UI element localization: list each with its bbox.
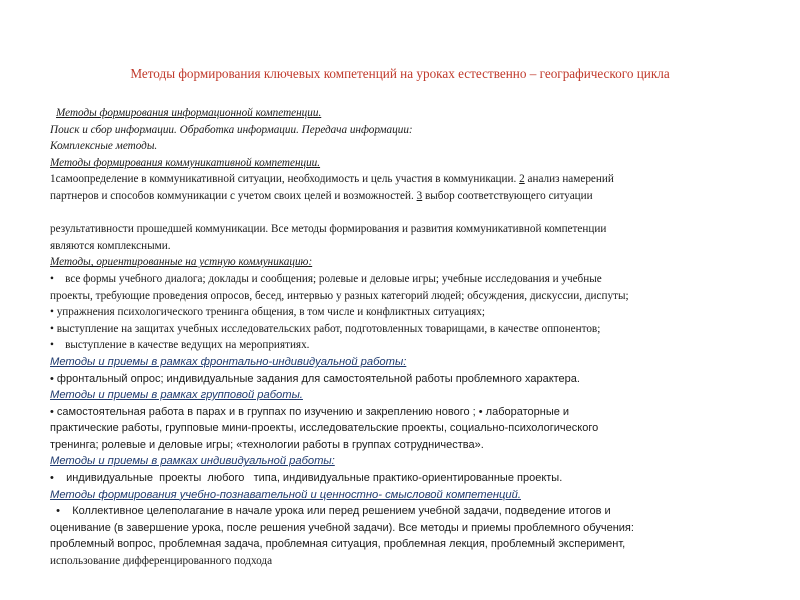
heading-oral-communication: Методы, ориентированные на устную коммуникацию: [50,256,313,269]
list-item: • все формы учебного диалога; доклады и сообщения; ролевые и деловые игры; учебные исследования и учебные [50,272,602,285]
list-item: • самостоятельная работа в парах и в группах по изучению и закреплению нового ; • лабораторные и [50,405,570,418]
list-item: • выступление в качестве ведущих на мероприятиях. [50,339,310,352]
heading-individual-work: Методы и приемы в рамках индивидуальной работы: [50,455,335,468]
text-line [50,171,762,188]
text-line: практические работы, групповые мини-проекты, исследовательские проекты, социально-психологического [50,422,599,435]
text-line: использование дифференцированного подхода [50,555,273,568]
text-line: Поиск и сбор информации. Обработка информации. Передача информации: [50,123,413,136]
list-item: • индивидуальные проекты любого типа, индивидуальные практико-ориентированные проекты. [50,472,563,485]
text-line: Комплексные методы. [50,140,158,153]
text-line [50,188,762,205]
list-item: • выступление на защитах учебных исследовательских работ, подготовленных товарищами, в качестве оппонентов; [50,322,601,335]
heading-information-competence: Методы формирования информационной компетенции. [56,107,322,119]
step-number: 3 [416,189,423,202]
heading-frontal-individual: Методы и приемы в рамках фронтально-индивидуальной работы: [50,355,407,368]
text-segment: анализ намерений [524,173,614,186]
document-body [50,105,762,570]
page-title: Методы формирования ключевых компетенций на уроках естественно – географического цикла [130,66,670,81]
list-item: • фронтальный опрос; индивидуальные задания для самостоятельной работы проблемного характера. [50,372,580,385]
step-number: 2 [519,173,525,186]
text-line: оценивание (в завершение урока, после решения учебной задачи). Все методы и приемы проблемного обучения: [50,521,634,534]
text-segment: выбор соответствующего ситуации [422,189,593,202]
text-line: проекты, требующие проведения опросов, бесед, интервью у разных категорий людей; обсуждения, дискуссии, диспуты; [50,289,629,302]
text-segment: 1самоопределение в коммуникативной ситуации, необходимость и цель участия в коммуникации. [50,173,520,186]
heading-group-work: Методы и приемы в рамках групповой работы. [50,389,303,402]
list-item: • упражнения психологического тренинга общения, в том числе и конфликтных ситуациях; [50,306,486,319]
heading-cognitive-value-competence: Методы формирования учебно-познавательной и ценностно- смысловой компетенций. [50,488,521,501]
list-item: • Коллективное целеполагание в начале урока или перед решением учебной задачи, подведение итогов и [50,505,611,518]
text-line: проблемный вопрос, проблемная задача, проблемная ситуация, проблемная лекция, проблемный эксперимент, [50,538,626,551]
text-line: результативности прошедшей коммуникации. Все методы формирования и развития коммуникативной компетенции [50,223,607,236]
text-line: являются комплексными. [50,239,171,252]
text-line [50,205,762,222]
text-segment: партнеров и способов коммуникации с учетом своих целей и возможностей. [50,189,417,202]
heading-communicative-competence: Методы формирования коммуникативной компетенции. [50,156,321,169]
text-line: тренинга; ролевые и деловые игры; «технологии работы в группах сотрудничества». [50,438,484,451]
